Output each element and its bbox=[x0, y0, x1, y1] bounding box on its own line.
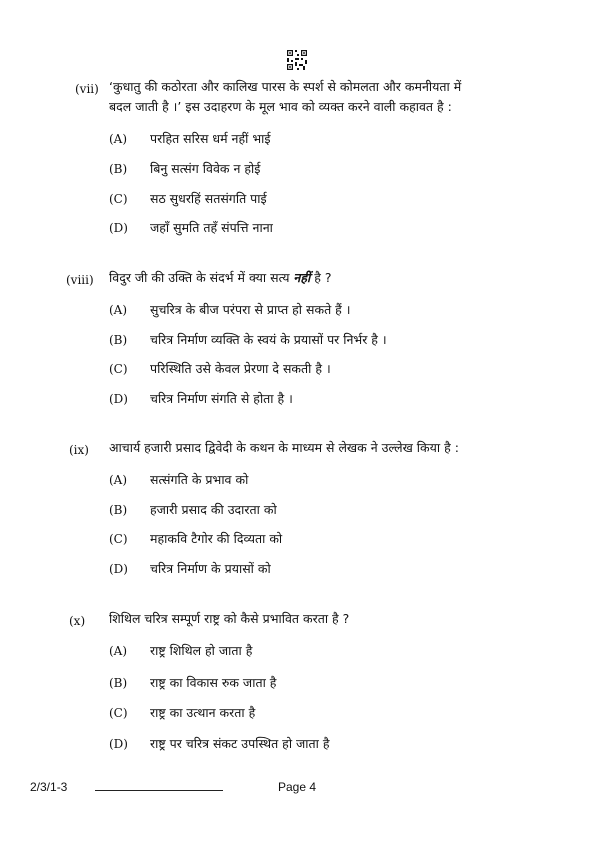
option-label: (B) bbox=[109, 676, 128, 690]
option-label: (C) bbox=[109, 362, 128, 376]
option-text: राष्ट्र पर चरित्र संकट उपस्थित हो जाता है bbox=[150, 736, 330, 751]
option-text: परिस्थिति उसे केवल प्रेरणा दे सकती है । bbox=[150, 361, 331, 376]
option-text: चरित्र निर्माण संगति से होता है । bbox=[150, 391, 293, 406]
option-text: सुचरित्र के बीज परंपरा से प्राप्त हो सकते हैं । bbox=[150, 302, 351, 317]
option-label: (B) bbox=[109, 333, 128, 347]
question-number: (vii) bbox=[75, 82, 99, 96]
paper-code: 2/3/1-3 bbox=[30, 780, 68, 794]
option-text: महाकवि टैगोर की दिव्यता को bbox=[150, 531, 283, 546]
option-label: (C) bbox=[109, 706, 128, 720]
question-number: (x) bbox=[69, 614, 86, 628]
question-text-line: आचार्य हजारी प्रसाद द्विवेदी के कथन के माध्यम से लेखक ने उल्लेख किया है : bbox=[109, 440, 459, 455]
question-number: (viii) bbox=[66, 273, 94, 287]
option-text: चरित्र निर्माण व्यक्ति के स्वयं के प्रयासों पर निर्भर है । bbox=[150, 332, 387, 347]
option-label: (B) bbox=[109, 503, 128, 517]
option-label: (A) bbox=[109, 303, 128, 317]
option-label: (D) bbox=[109, 392, 128, 406]
option-label: (A) bbox=[109, 644, 128, 658]
option-text: परहित सरिस धर्म नहीं भाई bbox=[150, 131, 271, 146]
question-text-line: ‘कुधातु की कठोरता और कालिख पारस के स्पर्श से कोमलता और कमनीयता में bbox=[109, 79, 462, 94]
page-number: Page 4 bbox=[278, 780, 317, 794]
option-text: सत्संगति के प्रभाव को bbox=[150, 472, 249, 487]
option-text: राष्ट्र का विकास रुक जाता है bbox=[150, 675, 277, 690]
question-text-line: विदुर जी की उक्ति के संदर्भ में क्या सत्य नहीं है ? bbox=[109, 270, 332, 285]
option-label: (A) bbox=[109, 132, 128, 146]
qr-code-icon bbox=[287, 50, 307, 70]
option-label: (C) bbox=[109, 532, 128, 546]
option-text: सठ सुधरहिं सतसंगति पाई bbox=[150, 191, 267, 206]
option-text: राष्ट्र शिथिल हो जाता है bbox=[150, 643, 253, 658]
question-text-line: शिथिल चरित्र सम्पूर्ण राष्ट्र को कैसे प्रभावित करता है ? bbox=[109, 611, 350, 626]
option-text: राष्ट्र का उत्थान करता है bbox=[150, 705, 256, 720]
option-label: (A) bbox=[109, 473, 128, 487]
emphasis-text: नहीं bbox=[293, 270, 311, 285]
option-label: (D) bbox=[109, 562, 128, 576]
option-label: (B) bbox=[109, 162, 128, 176]
option-text: चरित्र निर्माण के प्रयासों को bbox=[150, 561, 271, 576]
option-text: हजारी प्रसाद की उदारता को bbox=[150, 502, 277, 517]
option-label: (D) bbox=[109, 221, 128, 235]
question-number: (ix) bbox=[69, 443, 89, 457]
option-text: जहाँ सुमति तहँ संपत्ति नाना bbox=[150, 220, 273, 235]
footer-divider bbox=[95, 790, 223, 791]
option-label: (D) bbox=[109, 737, 128, 751]
option-text: बिनु सत्संग विवेक न होई bbox=[150, 161, 261, 176]
option-label: (C) bbox=[109, 192, 128, 206]
question-text-line: बदल जाती है ।’ इस उदाहरण के मूल भाव को व्यक्त करने वाली कहावत है : bbox=[109, 99, 452, 114]
